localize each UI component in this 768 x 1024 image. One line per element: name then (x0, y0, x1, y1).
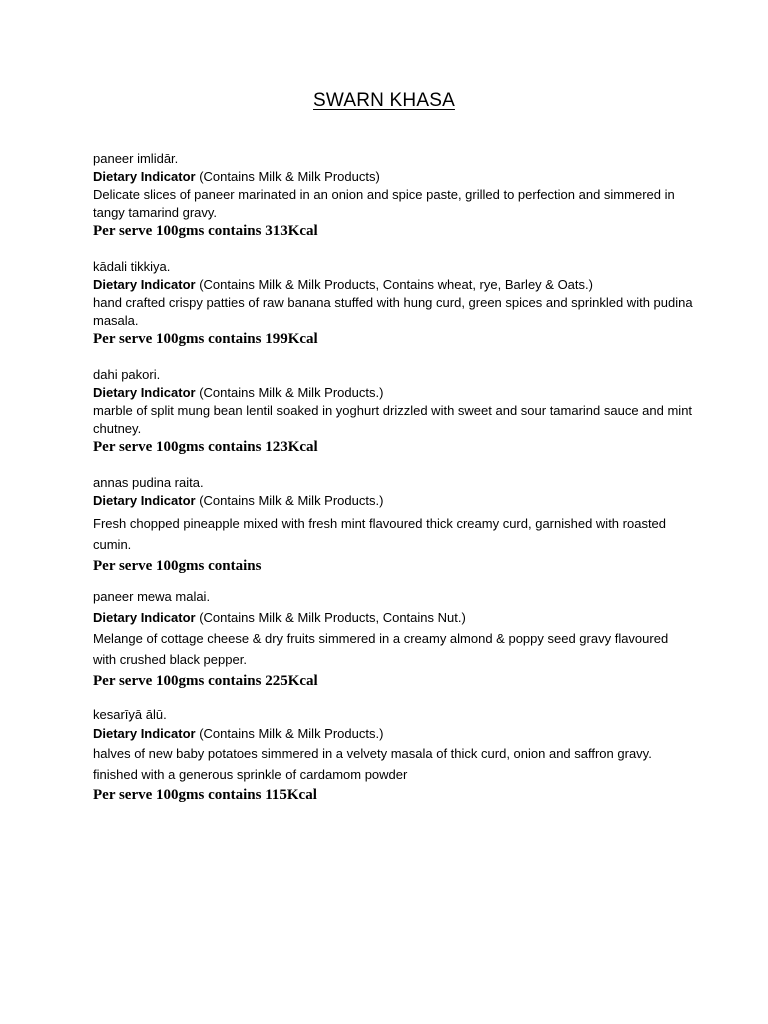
item-calories: Per serve 100gms contains 123Kcal (93, 439, 318, 455)
dietary-info: (Contains Milk & Milk Products.) (199, 493, 384, 508)
dietary-label: Dietary Indicator (93, 169, 196, 184)
item-calories: Per serve 100gms contains 115Kcal (93, 787, 317, 803)
dietary-label: Dietary Indicator (93, 726, 196, 741)
item-description: hand crafted crispy patties of raw banana stuffed with hung curd, green spices and sprinkled with pudina masala. (93, 295, 693, 328)
item-name: annas pudina raita. (93, 475, 204, 490)
menu-item (93, 150, 693, 240)
item-description: halves of new baby potatoes simmered in a velvety masala of thick curd, onion and saffron gravy. finished with a generous sprinkle of cardamom powder (93, 746, 652, 782)
item-name: paneer imlidār. (93, 151, 179, 166)
menu-item (93, 588, 693, 690)
dietary-indicator (93, 609, 693, 627)
dietary-indicator (93, 276, 693, 294)
dietary-info: (Contains Milk & Milk Products, Contains Nut.) (199, 610, 466, 625)
dietary-info: (Contains Milk & Milk Products.) (199, 385, 384, 400)
item-name: paneer mewa malai. (93, 589, 211, 604)
item-description: Fresh chopped pineapple mixed with fresh mint flavoured thick creamy curd, garnished with roasted cumin. (93, 516, 667, 552)
item-description: Melange of cottage cheese & dry fruits simmered in a creamy almond & poppy seed gravy flavoured with crushed black pepper. (93, 631, 669, 667)
dietary-label: Dietary Indicator (93, 493, 196, 508)
dietary-indicator (93, 492, 693, 510)
dietary-label: Dietary Indicator (93, 277, 196, 292)
menu-item (93, 258, 693, 348)
item-description: Delicate slices of paneer marinated in an onion and spice paste, grilled to perfection and simmered in tangy tamarind gravy. (93, 187, 675, 220)
dietary-info: (Contains Milk & Milk Products) (199, 169, 380, 184)
dietary-info: (Contains Milk & Milk Products, Contains wheat, rye, Barley & Oats.) (199, 277, 593, 292)
dietary-indicator (93, 725, 693, 743)
item-calories: Per serve 100gms contains 199Kcal (93, 331, 318, 347)
item-calories: Per serve 100gms contains (93, 558, 262, 574)
dietary-info: (Contains Milk & Milk Products.) (199, 726, 384, 741)
dietary-indicator (93, 384, 693, 402)
page-title: SWARN KHASA (313, 90, 455, 111)
menu-item (93, 474, 693, 575)
item-name: kādali tikkiya. (93, 259, 171, 274)
dietary-indicator (93, 168, 693, 186)
dietary-label: Dietary Indicator (93, 610, 196, 625)
item-calories: Per serve 100gms contains 313Kcal (93, 223, 318, 239)
item-calories: Per serve 100gms contains 225Kcal (93, 673, 318, 689)
item-description: marble of split mung bean lentil soaked in yoghurt drizzled with sweet and sour tamarind sauce and mint chutney. (93, 403, 693, 436)
menu-item (93, 366, 693, 456)
item-name: dahi pakori. (93, 367, 161, 382)
item-name: kesarīyā ālū. (93, 707, 167, 722)
dietary-label: Dietary Indicator (93, 385, 196, 400)
menu-item (93, 706, 693, 804)
